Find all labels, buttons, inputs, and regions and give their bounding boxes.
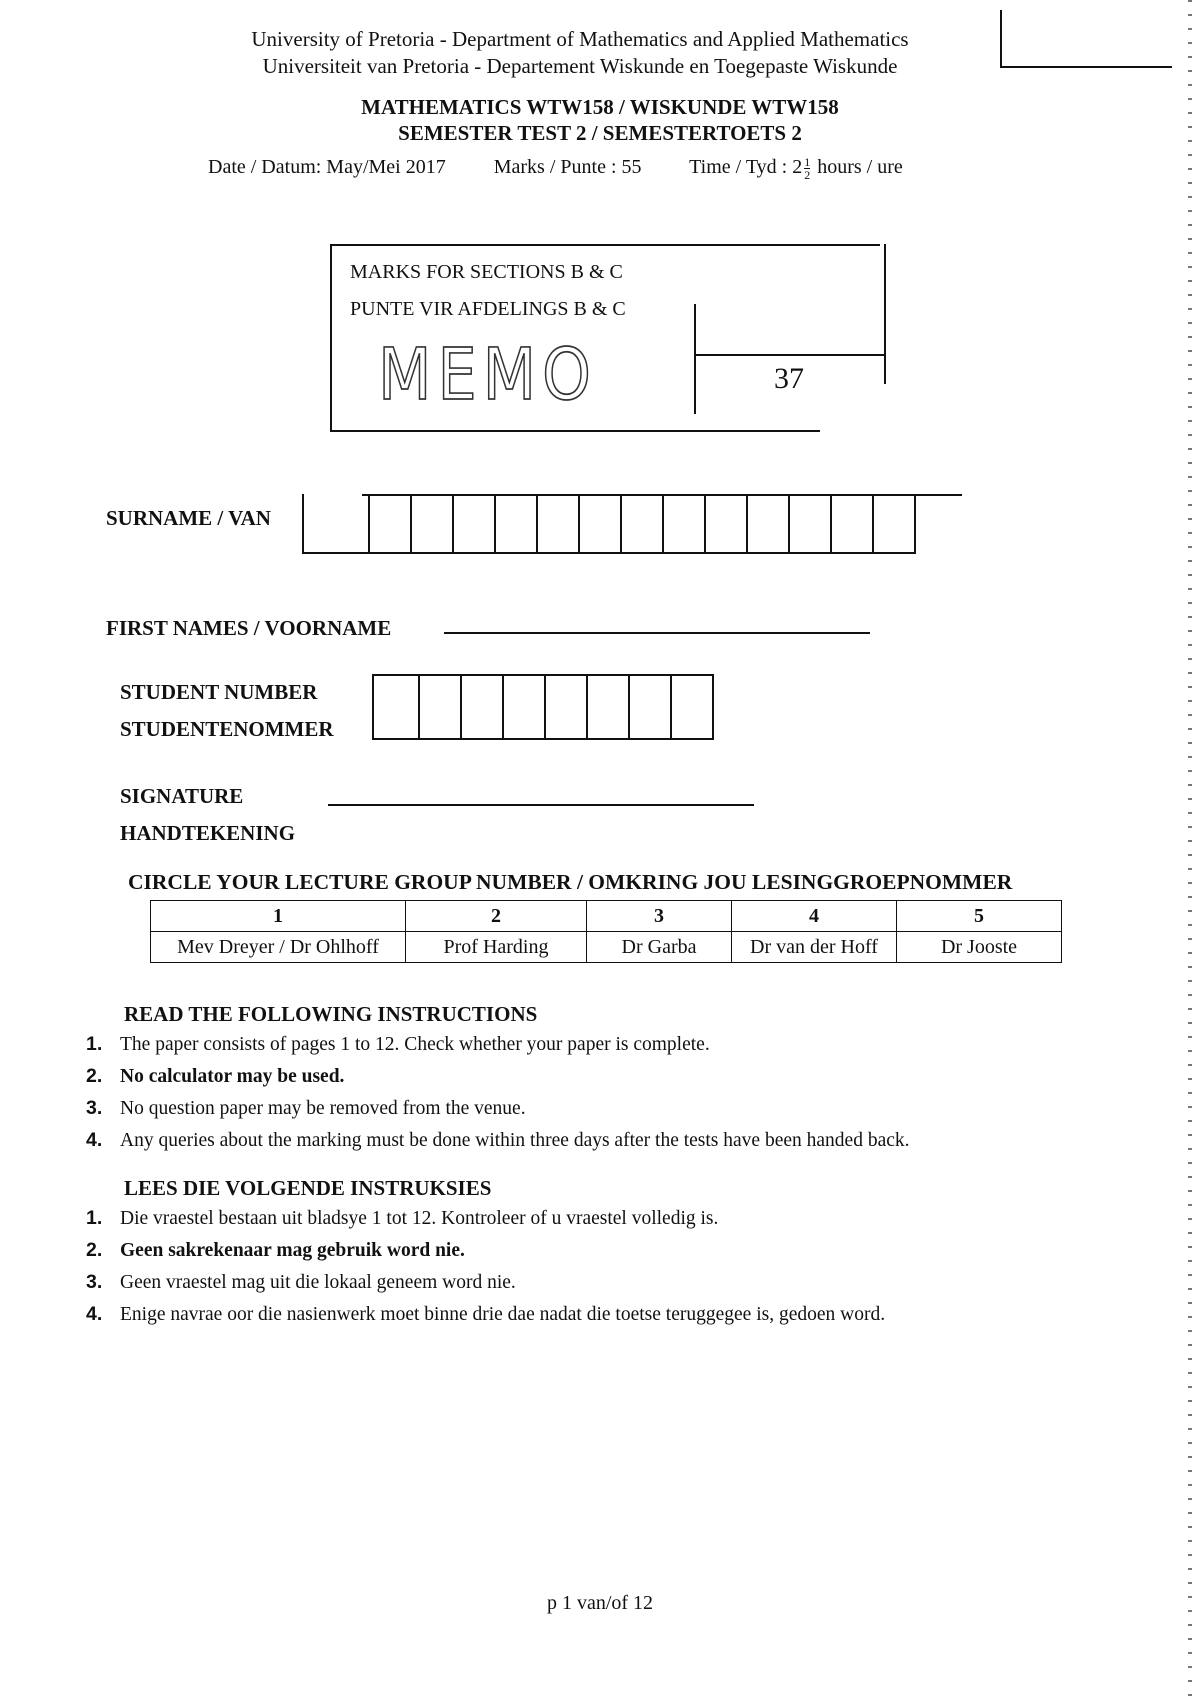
marks-label-en: MARKS FOR SECTIONS B & C	[350, 261, 623, 283]
instructions-en-list	[86, 1028, 910, 1156]
surname-boxes[interactable]	[302, 494, 916, 554]
instruction-af-4: 4. Enige navrae oor die nasienwerk moet binne drie dae nadat die toetse teruggegee is, gedoen word.	[86, 1303, 886, 1325]
instructions-en-heading: READ THE FOLLOWING INSTRUCTIONS	[124, 1002, 538, 1026]
test-marks: Marks / Punte : 55	[493, 156, 642, 179]
marks-label-af: PUNTE VIR AFDELINGS B & C	[350, 298, 626, 320]
signature-label-en: SIGNATURE	[120, 784, 244, 808]
student-number-boxes[interactable]	[372, 674, 714, 740]
student-number-label	[120, 674, 334, 748]
university-line-en: University of Pretoria - Department of Mathematics and Applied Mathematics	[251, 27, 909, 51]
instruction-en-1: 1. The paper consists of pages 1 to 12. Check whether your paper is complete.	[86, 1033, 710, 1055]
top-right-corner-box	[1000, 10, 1172, 68]
instruction-en-4: 4. Any queries about the marking must be done within three days after the tests have been handed back.	[86, 1129, 910, 1151]
instruction-af-2: 2. Geen sakrekenaar mag gebruik word nie.	[86, 1239, 465, 1261]
marks-box-label	[350, 254, 626, 328]
lecture-group-heading: CIRCLE YOUR LECTURE GROUP NUMBER / OMKRING JOU LESINGGROEPNOMMER	[128, 870, 1013, 894]
signature-label-af: HANDTEKENING	[120, 821, 296, 845]
time-fraction: $\frac{1}{2}$	[804, 155, 811, 182]
memo-stamp: MEMO	[378, 332, 597, 417]
test-time: Time / Tyd : 2 $\frac{1}{2}$ hours / ure	[689, 155, 903, 182]
group-lecturer-2: Prof Harding	[406, 932, 587, 963]
score-box-divider	[694, 354, 884, 356]
test-meta	[208, 156, 1108, 181]
group-number-4[interactable]: 4	[732, 901, 897, 932]
instruction-af-1: 1. Die vraestel bestaan uit bladsye 1 tot 12. Kontroleer of u vraestel volledig is.	[86, 1207, 719, 1229]
instruction-af-3: 3. Geen vraestel mag uit die lokaal geneem word nie.	[86, 1271, 516, 1293]
test-date: Date / Datum: May/Mei 2017	[208, 156, 446, 179]
group-number-1[interactable]: 1	[151, 901, 406, 932]
group-number-2[interactable]: 2	[406, 901, 587, 932]
instruction-en-2: 2. No calculator may be used.	[86, 1065, 345, 1087]
first-names-line[interactable]	[444, 632, 870, 634]
student-number-label-af: STUDENTENOMMER	[120, 717, 334, 741]
surname-label: SURNAME / VAN	[106, 506, 271, 530]
group-lecturer-4: Dr van der Hoff	[732, 932, 897, 963]
course-title: MATHEMATICS WTW158 / WISKUNDE WTW158	[361, 95, 839, 119]
scan-edge-marks	[1188, 0, 1192, 1696]
test-title	[200, 94, 1000, 146]
test-subtitle: SEMESTER TEST 2 / SEMESTERTOETS 2	[398, 121, 802, 145]
instructions-af-list	[86, 1202, 885, 1330]
instruction-en-3: 3. No question paper may be removed from the venue.	[86, 1097, 526, 1119]
instructions-af-heading: LEES DIE VOLGENDE INSTRUKSIES	[124, 1176, 492, 1200]
student-number-label-en: STUDENT NUMBER	[120, 680, 318, 704]
group-number-5[interactable]: 5	[897, 901, 1062, 932]
university-header	[150, 26, 1010, 80]
group-lecturer-3: Dr Garba	[587, 932, 732, 963]
score-box-left	[694, 304, 696, 414]
group-lecturer-1: Mev Dreyer / Dr Ohlhoff	[151, 932, 406, 963]
signature-line[interactable]	[328, 804, 754, 806]
signature-label	[120, 778, 295, 852]
marks-score: 37	[774, 362, 804, 395]
group-lecturer-5: Dr Jooste	[897, 932, 1062, 963]
group-number-3[interactable]: 3	[587, 901, 732, 932]
lecture-group-table	[150, 900, 1062, 963]
first-names-label: FIRST NAMES / VOORNAME	[106, 616, 392, 640]
page-number: p 1 van/of 12	[546, 1592, 654, 1614]
university-line-af: Universiteit van Pretoria - Departement Wiskunde en Toegepaste Wiskunde	[262, 54, 898, 78]
